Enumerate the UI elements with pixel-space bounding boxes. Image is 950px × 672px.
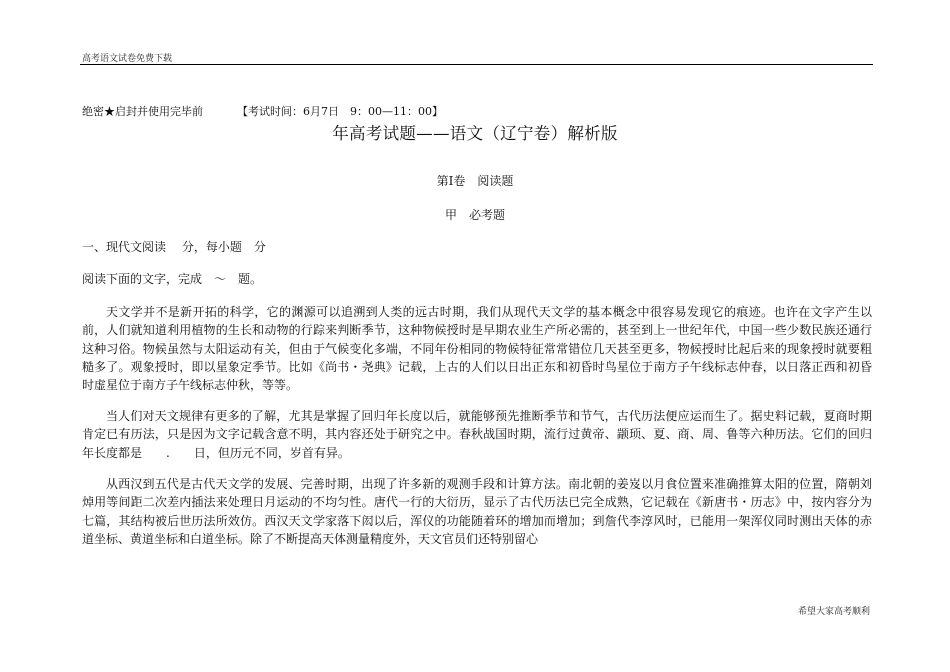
body-paragraph: 从西汉到五代是古代天文学的发展、完善时期，出现了许多新的观测手段和计算方法。南北朝的姜岌以月食位置来准确推算太阳的位置，隋朝刘焯用等间距二次差内插法来处理日月运动的不均匀性。唐代一行的大衍历，显示了古代历法已完全成熟，它记载在《新唐书・历志》中，按内容分为七篇，其结构被后世历法所效仿。西汉天文学家落下闳以后，浑仪的功能随着环的增加而增加；到詹代李淳风时，已能用一架浑仪同时测出天体的赤道坐标、黄道坐标和白道坐标。除了不断提高天体测量精度外，天文官员们还特别留心 <box>82 477 872 546</box>
exam-time: 【考试时间：6月7日 9：00—11：00】 <box>237 105 443 118</box>
volume-heading: 第Ⅰ卷 阅读题 <box>436 174 514 188</box>
page-footer-text: 希望大家高考顺利 <box>797 607 870 617</box>
reading-instruction: 阅读下面的文字，完成 ～ 题。 <box>82 272 263 286</box>
page-header-text: 高考语文试卷免费下载 <box>82 54 173 64</box>
section-heading: 一、现代文阅读 分，每小题 分 <box>82 240 266 254</box>
confidential-notice: 绝密★启封并使用完毕前 <box>82 105 203 118</box>
body-paragraph: 天文学并不是新开拓的科学，它的渊源可以追溯到人类的远古时期，我们从现代天文学的基本概念中很容易发现它的痕迹。也许在文字产生以前，人们就知道利用植物的生长和动物的行踪来判断季节，这种物候授时是早期农业生产所必需的，甚至到上一世纪年代，中国一些少数民族还通行这种习俗。物候虽然与太阳运动有关，但由于气候变化多端，不同年份相同的物候特征常常错位几天甚至更多，物候授时比起后来的现象授时就要粗糙多了。观象授时，即以星象定季节。比如《尚书・尧典》记载，上古的人们以日出正东和初昏时鸟星位于南方子午线标志仲春，以日落正西和初昏时虚星位于南方子午线标志仲秋，等等。 <box>82 305 872 393</box>
exam-meta-line <box>82 103 443 119</box>
part-heading: 甲 必考题 <box>444 208 505 222</box>
header-divider <box>80 64 873 65</box>
document-title: 年高考试题——语文（辽宁卷）解析版 <box>332 124 618 143</box>
body-paragraph: 当人们对天文规律有更多的了解，尤其是掌握了回归年长度以后，就能够预先推断季节和节气，古代历法便应运而生了。据史料记载，夏商时期肯定已有历法，只是因为文字记载含意不明，其内容还处于研究之中。春秋战国时期，流行过黄帝、颛顼、夏、商、周、鲁等六种历法。它们的回归年长度都是 . 日，但历元不同，岁首有异。 <box>82 409 872 460</box>
